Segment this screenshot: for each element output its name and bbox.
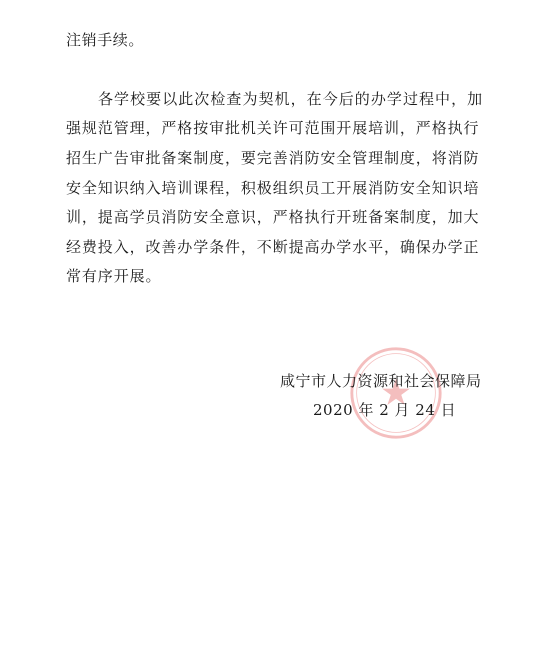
official-seal xyxy=(348,345,444,441)
body-text-line: 经费投入，改善办学条件，不断提高办学水平，确保办学正 xyxy=(66,238,480,256)
issuer-signature: 咸宁市人力资源和社会保障局 xyxy=(280,372,482,390)
body-text-line: 招生广告审批备案制度，要完善消防安全管理制度，将消防 xyxy=(66,149,480,167)
body-text-line: 强规范管理，严格按审批机关许可范围开展培训，严格执行 xyxy=(66,119,480,137)
body-text-line: 各学校要以此次检查为契机，在今后的办学过程中，加 xyxy=(98,90,484,108)
body-text-line: 注销手续。 xyxy=(66,31,145,49)
body-text-line: 安全知识纳入培训课程，积极组织员工开展消防安全知识培 xyxy=(66,179,480,197)
body-text-line: 常有序开展。 xyxy=(66,267,162,285)
body-text-line: 训，提高学员消防安全意识，严格执行开班备案制度，加大 xyxy=(66,208,480,226)
issue-date: 2020 年 2 月 24 日 xyxy=(313,401,457,419)
